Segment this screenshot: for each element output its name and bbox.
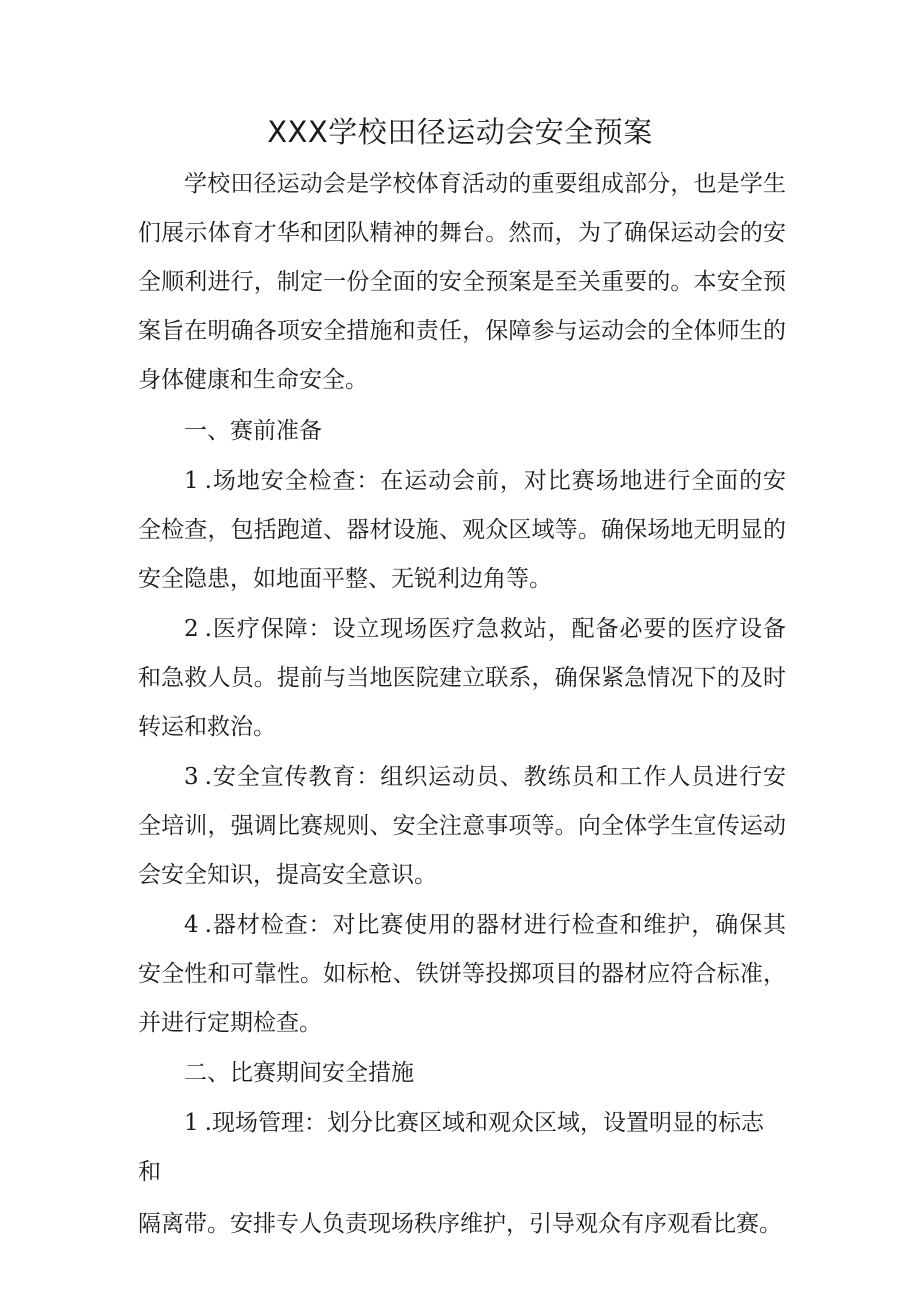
list-item bbox=[138, 457, 786, 604]
item-text: .场地安全检查：在运动会前，对比赛场地进行全面的安全检查，包括跑道、器材设施、观众区域等。确保场地无明显的安全隐患，如地面平整、无锐利边角等。 bbox=[138, 468, 786, 592]
item-text: .安全宣传教育：组织运动员、教练员和工作人员进行安全培训，强调比赛规则、安全注意事项等。向全体学生宣传运动会安全知识，提高安全意识。 bbox=[138, 764, 786, 888]
document-title: XXX学校田径运动会安全预案 bbox=[267, 115, 653, 149]
list-item-continuation: 隔离带。安排专人负责现场秩序维护，引导观众有序观看比赛。 bbox=[138, 1211, 782, 1237]
list-item bbox=[138, 605, 786, 752]
list-item bbox=[138, 753, 786, 900]
item-text-line1: .现场管理：划分比赛区域和观众区域，设置明显的标志和 bbox=[138, 1110, 764, 1185]
item-number: 4 bbox=[184, 912, 199, 938]
section-heading-2: 二、比赛期间安全措施 bbox=[184, 1060, 414, 1086]
item-number: 1 bbox=[184, 468, 199, 494]
intro-paragraph: 学校田径运动会是学校体育活动的重要组成部分，也是学生们展示体育才华和团队精神的舞台。然而，为了确保运动会的安全顺利进行，制定一份全面的安全预案是至关重要的。本安全预案旨在明确各项安全措施和责任，保障参与运动会的全体师生的身体健康和生命安全。 bbox=[138, 171, 786, 393]
item-text: .医疗保障：设立现场医疗急救站，配备必要的医疗设备和急救人员。提前与当地医院建立联系，确保紧急情况下的及时转运和救治。 bbox=[138, 616, 786, 740]
document-body bbox=[138, 160, 786, 1249]
item-number: 1 bbox=[184, 1110, 199, 1136]
list-item bbox=[138, 1099, 786, 1197]
list-item bbox=[138, 901, 786, 1048]
item-text: .器材检查：对比赛使用的器材进行检查和维护，确保其安全性和可靠性。如标枪、铁饼等投掷项目的器材应符合标准，并进行定期检查。 bbox=[138, 912, 786, 1036]
section-heading-1: 一、赛前准备 bbox=[184, 418, 322, 444]
item-number: 2 bbox=[184, 616, 199, 642]
item-number: 3 bbox=[184, 764, 199, 790]
